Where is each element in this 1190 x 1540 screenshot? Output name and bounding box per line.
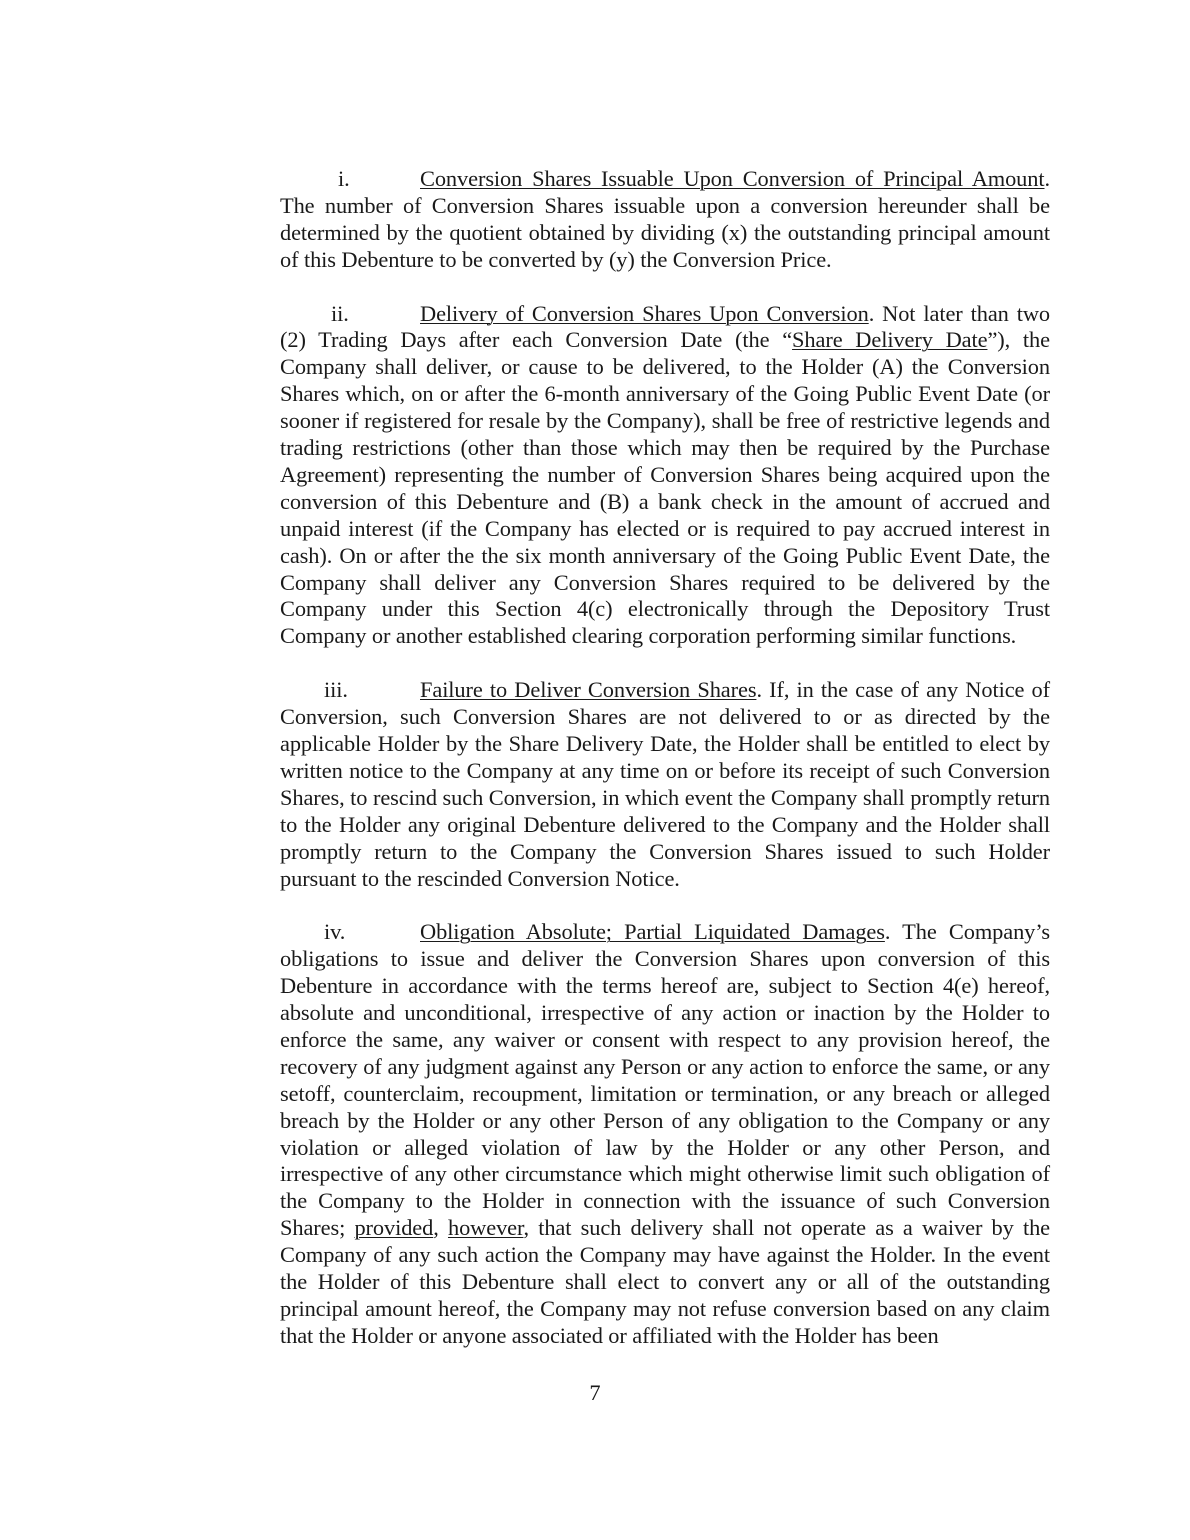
section-body-part1: . The Company’s obligations to issue and deliver the Conversion Shares upon conversion of this Debenture in accordance with the terms hereof are, subject to Section 4(e) hereof, absolute and unconditional, irrespective of any action or inaction by the Holder to enforce the same, any waiver or consent with respect to any provision hereof, the recovery of any judgment against any Person or any action to enforce the same, or any setoff, counterclaim, recoupment, limitation or termination, or any breach or alleged breach by the Holder or any other Person of any obligation to the Company or any violation or alleged violation of law by the Holder or any other Person, and irrespective of any other circumstance which might otherwise limit such obligation of the Company to the Holder in connection with the issuance of such Conversion Shares;	[280, 919, 1050, 1241]
section-i	[280, 166, 1050, 274]
document-page	[280, 166, 1050, 1377]
section-body-part2: ”), the Company shall deliver, or cause to be delivered, to the Holder (A) the Conversion Shares which, on or after the 6-month anniversary of the Going Public Event Date (or sooner if registered for resale by the Company), shall be free of restrictive legends and trading restrictions (other than those which may then be required by the Purchase Agreement) representing the number of Conversion Shares being acquired upon the conversion of this Debenture and (B) a bank check in the amount of accrued and unpaid interest (if the Company has elected or is required to pay accrued interest in cash). On or after the the six month anniversary of the Going Public Event Date, the Company shall deliver any Conversion Shares required to be delivered by the Company under this Section 4(c) electronically through the Depository Trust Company or another established clearing corporation performing similar functions.	[280, 327, 1050, 649]
section-heading: Failure to Deliver Conversion Shares	[420, 677, 757, 703]
term-however: however	[447, 1215, 524, 1241]
section-body-part1: . Not later than two (2) Trading Days after each Conversion Date (the “	[280, 300, 1050, 353]
comma: ,	[433, 1215, 448, 1241]
section-iii	[280, 677, 1050, 892]
section-iv	[280, 919, 1050, 1350]
section-number: iv.	[324, 919, 346, 945]
term-provided: provided	[354, 1215, 434, 1241]
page-number: 7	[589, 1380, 601, 1405]
section-ii	[280, 301, 1050, 651]
heading-period: .	[1044, 166, 1050, 191]
section-body: . If, in the case of any Notice of Conversion, such Conversion Shares are not delivered to or as directed by the applicable Holder by the Share Delivery Date, the Holder shall be entitled to elect by written notice to the Company at any time on or before its receipt of such Conversion Shares, to rescind such Conversion, in which event the Company shall promptly return to the Holder any original Debenture delivered to the Company and the Holder shall promptly return to the Company the Conversion Shares issued to such Holder pursuant to the rescinded Conversion Notice.	[280, 677, 1050, 891]
section-number: iii.	[324, 677, 348, 703]
section-heading: Delivery of Conversion Shares Upon Conversion	[420, 300, 869, 326]
section-number: i.	[338, 166, 350, 191]
defined-term: Share Delivery Date	[792, 327, 988, 353]
section-number: ii.	[331, 300, 349, 326]
section-heading: Conversion Shares Issuable Upon Conversion of Principal Amount	[420, 166, 1045, 191]
section-body-part2: , that such delivery shall not operate as a waiver by the Company of any such action the Company may have against the Holder. In the event the Holder of this Debenture shall elect to convert any or all of the outstanding principal amount hereof, the Company may not refuse conversion based on any claim that the Holder or anyone associated or affiliated with the Holder has been	[280, 1215, 1051, 1348]
section-heading: Obligation Absolute; Partial Liquidated Damages	[420, 919, 885, 945]
section-body: The number of Conversion Shares issuable upon a conversion hereunder shall be determined by the quotient obtained by dividing (x) the outstanding principal amount of this Debenture to be converted by (y) the Conversion Price.	[280, 192, 1050, 272]
